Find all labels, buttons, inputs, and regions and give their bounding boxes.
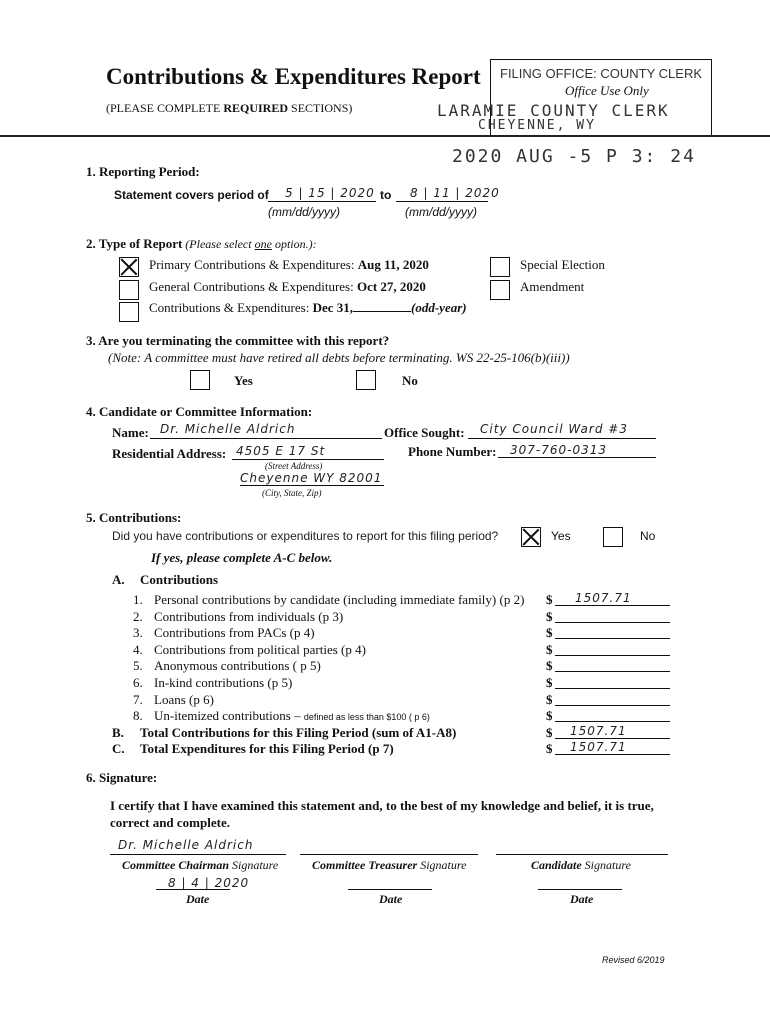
phone-line [498,457,656,458]
name-line [150,438,382,439]
period-from-value[interactable]: 5 | 15 | 2020 [285,186,375,200]
item-label: Un-itemized contributions – defined as less than $100 ( p 6) [154,708,430,723]
city-value[interactable]: Cheyenne WY 82001 [240,471,383,485]
item-number: 5. [133,658,143,673]
terminate-yes-checkbox[interactable] [190,370,210,390]
name-value[interactable]: Dr. Michelle Aldrich [160,422,296,436]
dollar-sign: $ [546,658,553,673]
address-line [232,459,384,460]
item-label: Anonymous contributions ( p 5) [154,658,321,673]
contrib-question: Did you have contributions or expenditures to report for this filing period? [112,529,499,543]
contrib-yes-label: Yes [551,529,571,543]
item-number: 8. [133,708,143,723]
treasurer-date-line [348,889,432,890]
odd-year-option-label: Contributions & Expenditures: Dec 31, (odd-year) [149,300,467,315]
form-title: Contributions & Expenditures Report [106,64,481,89]
item-label: Contributions from individuals (p 3) [154,609,344,624]
dollar-sign: $ [546,692,553,707]
amount-line [555,671,670,672]
candidate-date-line [538,889,622,890]
period-from-format: (mm/dd/yyyy) [268,205,340,219]
special-election-checkbox[interactable] [490,257,510,277]
section4-heading: 4. Candidate or Committee Information: [86,404,313,419]
amount-line [555,638,670,639]
certification-text: I certify that I have examined this statement and, to the best of my knowledge and belief, it is true, correct and complete. [110,798,654,830]
item-number: 7. [133,692,143,707]
total-expenditures-amount[interactable]: 1507.71 [570,740,627,754]
dollar-sign: $ [546,625,553,640]
form-subtitle: (PLEASE COMPLETE REQUIRED SECTIONS) [106,101,353,115]
office-sought-value[interactable]: City Council Ward #3 [480,422,628,436]
dollar-sign: $ [546,741,553,756]
item-number: 2. [133,609,143,624]
candidate-signature-line [496,854,668,855]
amount-line [555,622,670,623]
dollar-sign: $ [546,642,553,657]
dollar-sign: $ [546,725,553,740]
address-value[interactable]: 4505 E 17 St [236,444,326,458]
amount-line [555,655,670,656]
special-election-label: Special Election [520,257,605,272]
general-option-label: General Contributions & Expenditures: Oct 27, 2020 [149,279,426,294]
section-b-letter: B. [112,725,124,740]
chairman-date-line [156,889,230,890]
chairman-signature-line [110,854,286,855]
dollar-sign: $ [546,675,553,690]
dollar-sign: $ [546,592,553,607]
period-to-line [396,201,488,202]
item-number: 4. [133,642,143,657]
section-c-letter: C. [112,741,125,756]
amount-line [555,738,670,739]
city-hint: (City, State, Zip) [262,488,322,498]
dollar-sign: $ [546,708,553,723]
section-a-letter: A. [112,572,125,587]
item-label: Personal contributions by candidate (including immediate family) (p 2) [154,592,525,607]
chairman-signature[interactable]: Dr. Michelle Aldrich [118,838,254,852]
period-to-value[interactable]: 8 | 11 | 2020 [410,186,500,200]
amount-line [555,688,670,689]
period-from-line [268,201,376,202]
office-sought-label: Office Sought: [384,425,465,440]
candidate-signature-label: Candidate Signature [531,858,631,872]
section6-heading: 6. Signature: [86,770,158,785]
revised-date: Revised 6/2019 [602,955,665,965]
terminate-no-checkbox[interactable] [356,370,376,390]
city-line [240,485,384,486]
section2-heading: 2. Type of Report (Please select one option.): [86,236,317,251]
chairman-date-label: Date [186,892,210,906]
period-to-label: to [380,188,392,202]
period-label: Statement covers period of [114,188,269,202]
primary-checkbox[interactable] [119,257,139,277]
treasurer-signature-line [300,854,478,855]
treasurer-date-label: Date [379,892,403,906]
item-number: 1. [133,592,143,607]
item-number: 6. [133,675,143,690]
candidate-date-label: Date [570,892,594,906]
odd-year-checkbox[interactable] [119,302,139,322]
phone-value[interactable]: 307-760-0313 [510,443,608,457]
contrib-yes-checkbox[interactable] [521,527,541,547]
terminate-yes-label: Yes [234,373,253,388]
amount-line [555,754,670,755]
amendment-label: Amendment [520,279,585,294]
phone-label: Phone Number: [408,444,497,459]
received-stamp-line1: LARAMIE COUNTY CLERK [437,101,670,120]
treasurer-signature-label: Committee Treasurer Signature [312,858,467,872]
terminate-note: (Note: A committee must have retired all debts before terminating. WS 22-25-106(b)(iii)) [108,350,570,365]
chairman-signature-label: Committee Chairman Signature [122,858,279,872]
item-label: In-kind contributions (p 5) [154,675,293,690]
received-stamp-date: 2020 AUG -5 P 3: 24 [452,146,696,167]
total-contributions-amount[interactable]: 1507.71 [570,724,627,738]
item-label: Loans (p 6) [154,692,214,707]
name-label: Name: [112,425,149,440]
item-label: Contributions from PACs (p 4) [154,625,315,640]
primary-option-label: Primary Contributions & Expenditures: Aug 11, 2020 [149,257,429,272]
header-divider [0,135,770,137]
amount-line [555,705,670,706]
total-expenditures-label: Total Expenditures for this Filing Period (p 7) [140,741,394,756]
total-contributions-label: Total Contributions for this Filing Period (sum of A1-A8) [140,725,457,740]
item-label: Contributions from political parties (p 4) [154,642,366,657]
dollar-sign: $ [546,609,553,624]
amount-line [555,605,670,606]
section1-heading: 1. Reporting Period: [86,164,200,179]
section-a-title: Contributions [140,572,219,587]
chairman-date-value[interactable]: 8 | 4 | 2020 [168,876,250,890]
item-number: 3. [133,625,143,640]
item-amount[interactable]: 1507.71 [575,591,632,605]
section3-heading: 3. Are you terminating the committee with this report? [86,333,390,348]
address-label: Residential Address: [112,446,227,461]
general-checkbox[interactable] [119,280,139,300]
ifyes-instruction: If yes, please complete A-C below. [151,550,333,565]
contrib-no-label: No [640,529,656,543]
amendment-checkbox[interactable] [490,280,510,300]
amount-line [555,721,670,722]
filing-office-label: FILING OFFICE: COUNTY CLERK [500,66,703,81]
office-sought-line [468,438,656,439]
contrib-no-checkbox[interactable] [603,527,623,547]
terminate-no-label: No [402,373,418,388]
office-use-only-label: Office Use Only [565,83,649,98]
period-to-format: (mm/dd/yyyy) [405,205,477,219]
section5-heading: 5. Contributions: [86,510,182,525]
street-hint: (Street Address) [265,461,323,471]
received-stamp-line2: CHEYENNE, WY [478,118,596,133]
